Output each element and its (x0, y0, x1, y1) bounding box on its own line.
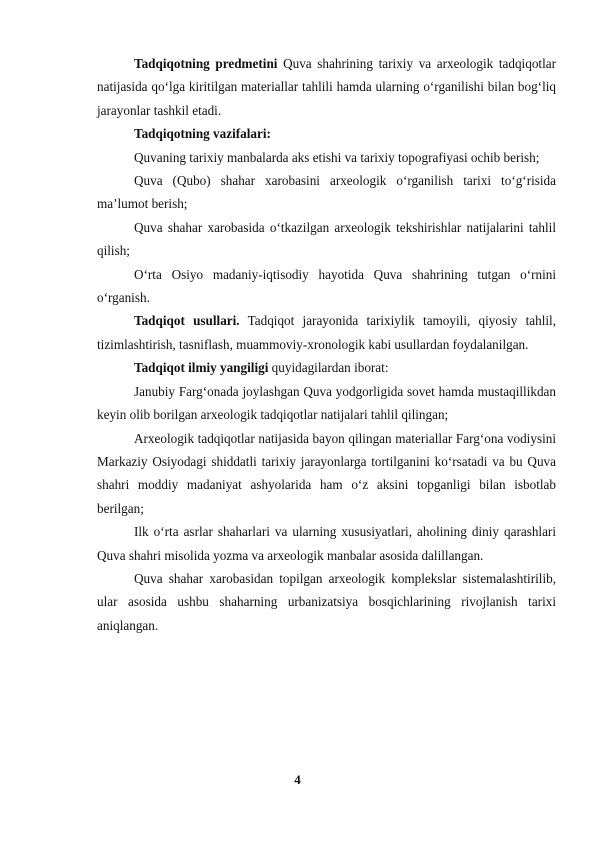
paragraph-subject (97, 52, 556, 122)
paragraph-text: Quva shahar xarobasida o‘tkazilgan arxeologik tekshirishlar natijalarini tahlil qilish; (97, 219, 556, 259)
paragraph-text: Janubiy Farg‘onada joylashgan Quva yodgorligida sovet hamda mustaqillikdan keyin olib borilgan arxeologik tadqiqotlar natijalari tahlil qilingan; (97, 383, 556, 423)
paragraph-text: Quva shahrining tarixiy va arxeologik tadqiqotlar natijasida qo‘lga kiritilgan materiallar tahlili hamda ularning o‘rganilishi bilan bog‘liq jarayonlar tashkil etadi. (97, 56, 556, 118)
paragraph-methods (97, 309, 556, 356)
paragraph-task-2 (97, 169, 556, 216)
paragraph-text: quyidagilardan iborat: (268, 360, 389, 376)
paragraph-novelty-4 (97, 567, 556, 637)
heading-methods: Tadqiqot usullari. (134, 313, 240, 329)
heading-tasks: Tadqiqotning vazifalari: (134, 126, 271, 142)
paragraph-task-3 (97, 216, 556, 263)
page-body (97, 52, 556, 637)
paragraph-text: Ilk o‘rta asrlar shaharlari va ularning xususiyatlari, aholining diniy qarashlari Quva shahri misolida yozma va arxeologik manbalar asosida dalillangan. (97, 524, 556, 563)
paragraph-novelty-2 (97, 427, 556, 521)
heading-novelty: Tadqiqot ilmiy yangiligi (134, 360, 269, 376)
paragraph-novelty-3 (97, 520, 556, 567)
paragraph-tasks-heading (97, 122, 556, 145)
paragraph-text: Quvaning tarixiy manbalarda aks etishi va tarixiy topografiyasi ochib berish; (134, 149, 540, 165)
heading-subject: Tadqiqotning predmetini (134, 56, 278, 71)
paragraph-text: Arxeologik tadqiqotlar natijasida bayon qilingan materiallar Farg‘ona vodiysini Markaziy Osiyodagi shiddatli tarixiy jarayonlarga tortilganini ko‘rsatadi va bu Quva shahri moddiy madaniyat ashyolarida ham o‘z aksini topganligi bilan isbotlab berilgan; (97, 430, 556, 516)
paragraph-text: O‘rta Osiyo madaniy-iqtisodiy hayotida Quva shahrining tutgan o‘rnini o‘rganish. (97, 266, 556, 306)
paragraph-task-4 (97, 263, 556, 310)
paragraph-text: Quva shahar xarobasidan topilgan arxeologik komplekslar sistemalashtirilib, ular asosida ushbu shaharning urbanizatsiya bosqichlarining rivojlanish tarixi aniqlangan. (97, 570, 556, 633)
paragraph-task-1 (97, 146, 556, 169)
paragraph-text: Tadqiqot jarayonida tarixiylik tamoyili, qiyosiy tahlil, tizimlashtirish, tasniflash, muammoviy-xronologik kabi usullardan foydalanilgan. (97, 313, 556, 352)
paragraph-text: Quva (Qubo) shahar xarobasini arxeologik o‘rganilish tarixi to‘g‘risida ma’lumot berish; (97, 173, 556, 212)
page-number: 4 (294, 772, 301, 787)
paragraph-novelty (97, 356, 556, 379)
paragraph-novelty-1 (97, 380, 556, 427)
